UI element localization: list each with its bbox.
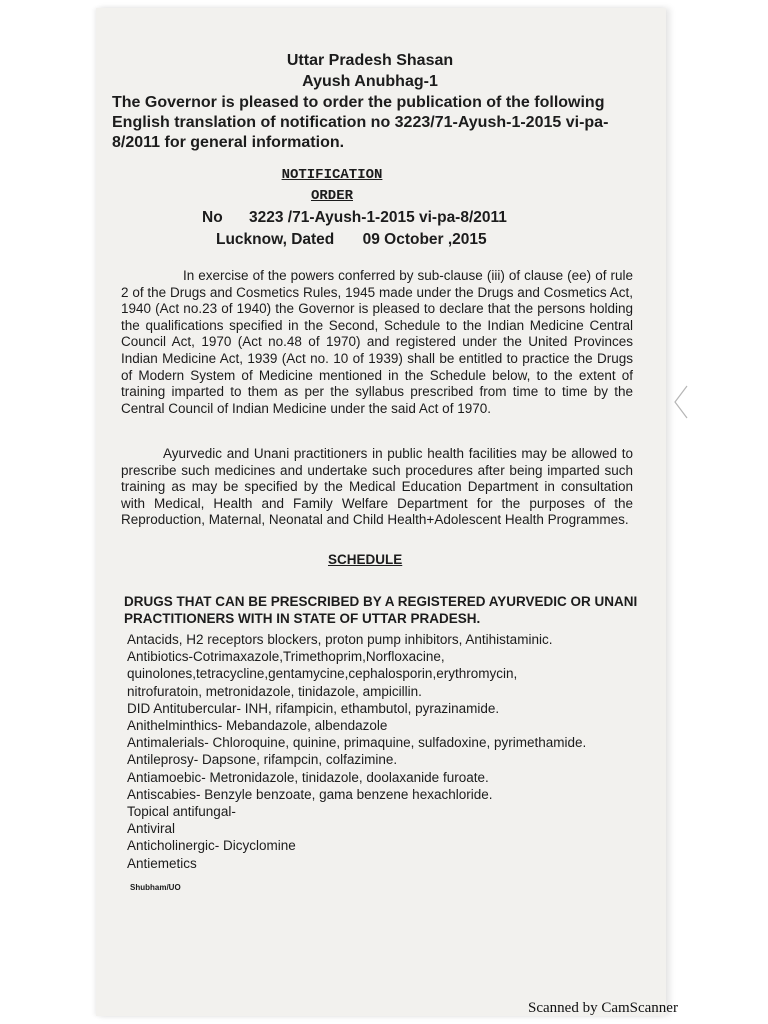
paragraph-powers-text: In exercise of the powers conferred by sub-clause (iii) of clause (ee) of rule 2 of the Drugs and Cosmetics Rules, 1945 made under the Drugs and Cosmetics Act, 1940 (Act no.23 of 1940) the Governor is pleased to declare that the persons holding the qualifications specified in the Second, Schedule to the Indian Medicine Central Council Act, 1970 (Act no.48 of 1970) and registered under the United Provinces Indian Medicine Act, 1939 (Act no. 10 of 1939) shall be entitled to practice the Drugs of Modern System of Medicine mentioned in the Schedule below, to the extent of training imparted to them as per the syllabus prescribed from time to time by the Central Council of Indian Medicine under the said Act of 1970. [121,268,633,416]
drug-list-item: nitrofuratoin, metronidazole, tinidazole, ampicillin. [127,683,422,699]
reference-number-line [202,209,507,227]
notification-date: 09 October ,2015 [362,231,487,248]
paragraph-practitioners-text: Ayurvedic and Unani practitioners in public health facilities may be allowed to prescribe such medicines and undertake such procedures after being imparted such training as may be specified by the Medical Education Department in consultation with Medical, Health and Family Welfare Department for the purposes of the Reproduction, Maternal, Neonatal and Child Health+Adolescent Health Programmes. [121,446,633,528]
drug-list-item: Anticholinergic- Dicyclomine [127,838,296,854]
notification-label: NOTIFICATION [281,167,383,183]
header-line-2: Ayush Anubhag-1 [302,73,438,90]
drug-list-item: Antiamoebic- Metronidazole, tinidazole, doolaxanide furoate. [127,769,489,785]
intro-paragraph: The Governor is pleased to order the publication of the following English translation of notification no 3223/71-Ayush-1-2015 vi-pa-8/2011 for general information. [112,94,609,151]
paragraph-practitioners [121,446,633,529]
drug-list-item: Topical antifungal- [127,804,236,820]
drug-list-item: Antiviral [127,821,176,837]
notification-number: 3223 /71-Ayush-1-2015 vi-pa-8/2011 [248,209,507,226]
no-label: No [202,209,223,226]
drugs-heading: DRUGS THAT CAN BE PRESCRIBED BY A REGISTERED AYURVEDIC OR UNANI PRACTITIONERS WITH IN STATE OF UTTAR PRADESH. [124,594,638,626]
page-fold-mark-icon [672,384,690,420]
drug-list-item: Antiscabies- Benzyle benzoate, gama benzene hexachloride. [127,786,493,802]
drug-list-item: DID Antitubercular- INH, rifampicin, ethambutol, pyrazinamide. [127,700,500,716]
paragraph-powers [121,268,633,417]
drug-list-item: Antileprosy- Dapsone, rifampcin, colfazimine. [127,752,398,768]
drug-list-item: quinolones,tetracycline,gentamycine,cephalosporin,erythromycin, [127,666,518,682]
scanner-watermark: Scanned by CamScanner [528,1000,678,1016]
schedule-title: SCHEDULE [328,552,403,567]
drug-list-item: Antacids, H2 receptors blockers, proton pump inhibitors, Antihistaminic. [127,632,553,647]
header-line-1: Uttar Pradesh Shasan [286,52,454,69]
date-line [216,231,487,249]
order-label: ORDER [310,188,353,204]
drug-list-item: Antimalerials- Chloroquine, quinine, primaquine, sulfadoxine, pyrimethamide. [127,735,587,751]
place-label: Lucknow, Dated [216,231,335,248]
drug-list-item: Anithelminthics- Mebandazole, albendazole [127,718,388,734]
drug-list [127,631,647,872]
drug-list-item: Antiemetics [127,855,197,871]
drug-list-item: Antibiotics-Cotrimaxazole,Trimethoprim,Norfloxacine, [127,649,445,665]
initials: Shubham/UO [130,883,181,892]
